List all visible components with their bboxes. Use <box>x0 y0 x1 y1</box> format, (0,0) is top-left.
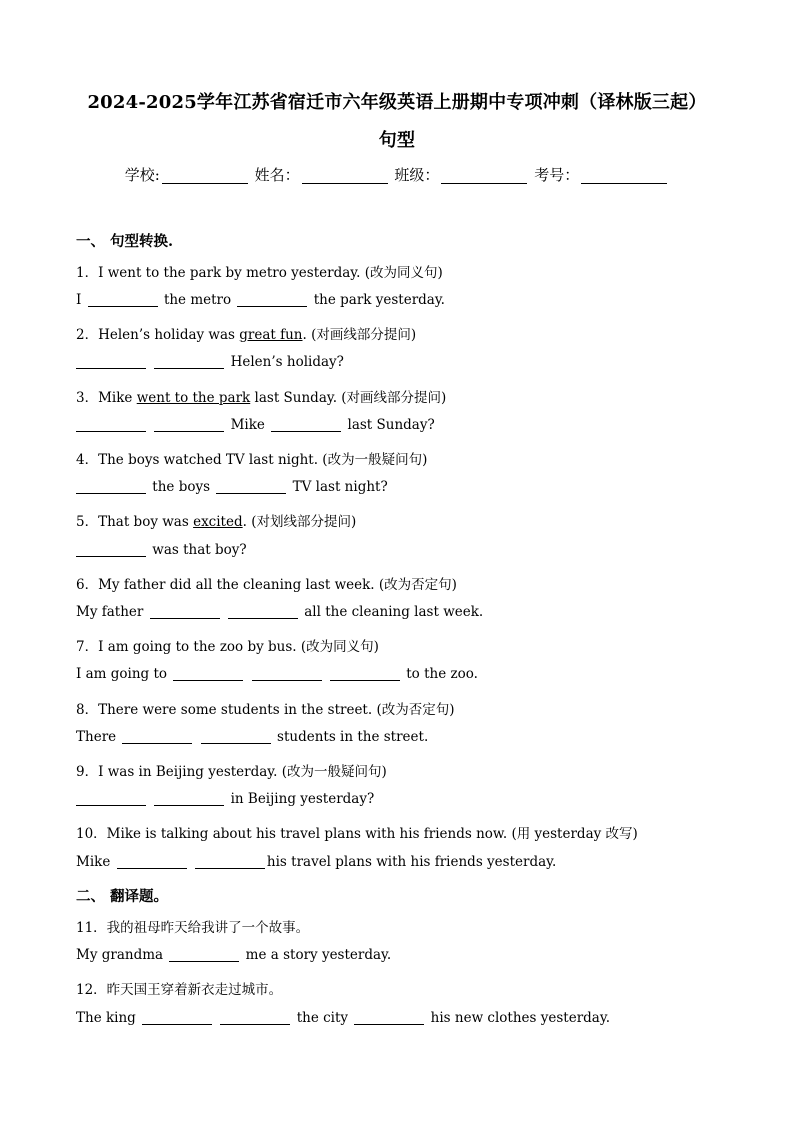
answer-blank[interactable] <box>154 791 224 806</box>
question-10: 10．Mike is talking about his travel plans with his friends now. (用 yesterday 改写) <box>76 826 638 842</box>
answer-blank[interactable] <box>142 1010 212 1025</box>
answer-blank[interactable] <box>76 791 146 806</box>
answer-blank[interactable] <box>154 417 224 432</box>
question-5: 5．That boy was excited. (对划线部分提问) <box>76 514 357 530</box>
answer-blank[interactable] <box>76 479 146 494</box>
class-label: 班级： <box>394 166 440 184</box>
question-11: 11．我的祖母昨天给我讲了一个故事。 <box>76 920 310 936</box>
question-7: 7．I am going to the zoo by bus. (改为同义句) <box>76 639 379 655</box>
answer-blank[interactable] <box>271 417 341 432</box>
page-title: 2024-2025学年江苏省宿迁市六年级英语上册期中专项冲刺（译林版三起） <box>87 92 707 113</box>
class-blank[interactable] <box>441 167 527 184</box>
question-6: 6．My father did all the cleaning last week. (改为否定句) <box>76 577 457 593</box>
question-2: 2．Helen’s holiday was great fun. (对画线部分提问) <box>76 327 417 343</box>
answer-blank[interactable] <box>122 729 192 744</box>
student-info-row <box>0 164 794 185</box>
question-1: 1．I went to the park by metro yesterday. (改为同义句) <box>76 265 443 281</box>
name-label: 姓名： <box>254 166 300 184</box>
answer-9: in Beijing yesterday? <box>76 791 374 807</box>
section-heading-2: 二、 翻译题。 <box>76 888 169 905</box>
answer-1: I the metro the park yesterday. <box>76 292 445 308</box>
name-blank[interactable] <box>302 167 388 184</box>
answer-5: was that boy? <box>76 542 247 558</box>
exam-no-label: 考号： <box>534 166 580 184</box>
answer-blank[interactable] <box>252 666 322 681</box>
underlined-phrase: great fun <box>239 327 303 343</box>
answer-7: I am going to to the zoo. <box>76 666 478 682</box>
underlined-phrase: excited <box>193 514 243 530</box>
answer-blank[interactable] <box>220 1010 290 1025</box>
question-9: 9．I was in Beijing yesterday. (改为一般疑问句) <box>76 764 387 780</box>
answer-6: My father all the cleaning last week. <box>76 604 484 620</box>
answer-blank[interactable] <box>195 854 265 869</box>
answer-blank[interactable] <box>154 354 224 369</box>
answer-blank[interactable] <box>237 292 307 307</box>
answer-blank[interactable] <box>354 1010 424 1025</box>
answer-blank[interactable] <box>228 604 298 619</box>
answer-blank[interactable] <box>169 947 239 962</box>
answer-blank[interactable] <box>201 729 271 744</box>
answer-blank[interactable] <box>76 542 146 557</box>
underlined-phrase: went to the park <box>136 390 251 406</box>
section-heading-1: 一、 句型转换. <box>76 233 174 250</box>
answer-2: Helen’s holiday? <box>76 354 344 370</box>
answer-blank[interactable] <box>76 354 146 369</box>
school-label: 学校: <box>124 166 160 184</box>
answer-8: There students in the street. <box>76 729 429 745</box>
answer-blank[interactable] <box>88 292 158 307</box>
answer-blank[interactable] <box>330 666 400 681</box>
question-8: 8．There were some students in the street. (改为否定句) <box>76 702 455 718</box>
answer-blank[interactable] <box>173 666 243 681</box>
answer-12: The king the city his new clothes yesterday. <box>76 1010 610 1026</box>
answer-blank[interactable] <box>117 854 187 869</box>
exam-no-blank[interactable] <box>581 167 667 184</box>
question-3: 3．Mike went to the park last Sunday. (对画线部分提问) <box>76 390 447 406</box>
question-12: 12．昨天国王穿着新衣走过城市。 <box>76 982 283 998</box>
answer-blank[interactable] <box>216 479 286 494</box>
answer-blank[interactable] <box>150 604 220 619</box>
answer-3: Mike last Sunday? <box>76 417 435 433</box>
page-subtitle: 句型 <box>378 130 416 151</box>
school-blank[interactable] <box>162 167 248 184</box>
answer-4: the boys TV last night? <box>76 479 388 495</box>
answer-11: My grandma me a story yesterday. <box>76 947 392 963</box>
question-4: 4．The boys watched TV last night. (改为一般疑问句) <box>76 452 428 468</box>
answer-10: Mike his travel plans with his friends yesterday. <box>76 854 557 870</box>
answer-blank[interactable] <box>76 417 146 432</box>
